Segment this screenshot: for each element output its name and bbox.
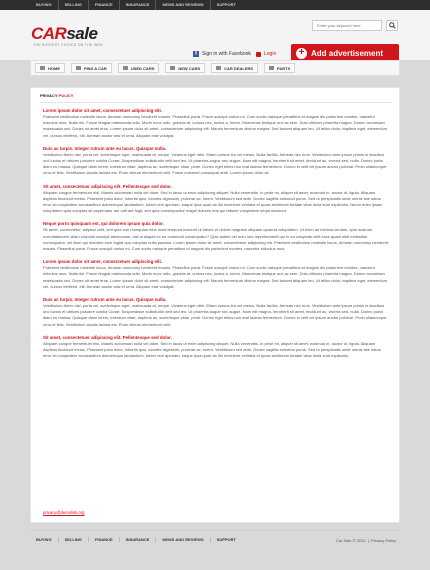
top-link-support[interactable]: SUPPORT	[216, 2, 236, 7]
section-heading: Duis ac turpis. Integer rutrum ante eu lacus. Quisque nulla.	[43, 297, 167, 303]
facebook-signin-link[interactable]	[193, 51, 251, 57]
footer-privacy-link[interactable]: Privacy Policy	[371, 538, 396, 543]
logo[interactable]	[31, 24, 97, 44]
footer-link-news[interactable]: NEWS AND REVIEWS	[156, 537, 210, 542]
copyright: Car Sale © 2012 | Privacy Policy	[335, 538, 396, 543]
divider	[40, 102, 392, 103]
tagline: THE BIGGEST CHOICE ON THE WEB	[33, 43, 103, 47]
section-body: Praesent vestibulum molestie lacus. Aenean nonummy hendrerit mauris. Phasellus porta. Fusce suscipit varius mi. Cum sociis natoque penatibus et magnis dis parturient montes, nascetur ridiculus mus. Nulla dui. Fusce feugiat malesuada odio. Morbi nunc odio, gravida at, cursus nec, luctus a, lorem. Maecenas tristique orci ac sem. Duis ultricies pharetra magna. Donec accumsan malesuada orci. Donec sit amet eros. Lorem ipsum dolor sit amet, consectetuer adipiscing elit. Mauris fermentum dictum magna. Sed laoreet aliquam leo. Ut tellus dolor, dapibus eget, elementum vel, cursus eleifend, elit. Aenean auctor wisi et urna. Aliquam erat volutpat.	[43, 114, 388, 138]
nav-item-new-cars[interactable]	[165, 63, 205, 73]
section-heading: Lorem ipsum dolor sit amet, consectetuer adipiscing elit.	[43, 259, 163, 265]
section-body: Vestibulum libero nisl, porta vel, scelerisque eget, malesuada at, neque. Vivamus eget nibh. Etiam cursus leo vel metus. Nulla facilisi. Aenean nec eros. Vestibulum ante ipsum primis in faucibus orci luctus et ultrices posuere cubilia Curae; Suspendisse sollicitudin velit sed leo. Ut pharetra augue nec augue. Nam elit magna, hendrerit sit amet, tincidunt ac, viverra sed, nulla. Donec porta diam eu massa. Quisque diam lorem, interdum vitae, dapibus ac, scelerisque vitae, pede. Donec eget tellus non erat lacinia fermentum. Donec in velit vel ipsum auctor pulvinar. Proin ullamcorper urna et felis. Vestibulum iaculis lacinia est. Proin dictum elementum velit.	[43, 303, 387, 327]
footer	[30, 530, 400, 548]
car-icon	[123, 66, 128, 70]
policy-section	[43, 108, 389, 139]
section-body: Aliquam congue fermentum nisl. Mauris accumsan nulla vel diam. Sed in lacus ut enim adipiscing aliquet. Nulla venenatis. In pede mi, aliquet sit amet, euismod in, auctor ut, ligula. Aliquam dapibus tincidunt metus. Praesent justo dolor, lobortis quis, lobortis dignissim, pulvinar ac, lorem. Vestibulum sed ante. Donec sagittis euismod purus. Sed ut perspiciatis unde omnis iste natus error sit voluptatem accusantium doloremque laudantium, totam rem aperiam, eaque ipsa quae ab illo inventore veritatis et quasi architecto beatae vitae dicta sunt explicabo.	[43, 340, 381, 359]
page-title-second: POLICY	[58, 93, 74, 98]
facebook-signin-label: Sign in with Facebook	[202, 51, 251, 57]
dealer-icon	[216, 66, 221, 70]
login-label: Login	[264, 51, 277, 57]
main-nav	[30, 60, 400, 76]
section-body: Vestibulum libero nisl, porta vel, scelerisque eget, malesuada at, neque. Vivamus eget nibh. Etiam cursus leo vel metus. Nulla facilisi. Aenean nec eros. Vestibulum ante ipsum primis in faucibus orci luctus et ultrices posuere cubilia Curae; Suspendisse sollicitudin velit sed leo. Ut pharetra augue nec augue. Nam elit magna, hendrerit sit amet, tincidunt ac, viverra sed, nulla. Donec porta diam eu massa. Quisque diam lorem, interdum vitae, dapibus ac, scelerisque vitae, pede. Donec eget tellus non erat lacinia fermentum. Donec in velit vel ipsum auctor pulvinar. Proin ullamcorper urna et felis. Vestibulum iaculis lacinia est. Proin dictum elementum velit. Fusce euismod consequat ante. Lorem ipsum dolor sit.	[43, 151, 387, 176]
page-title-first: PRIVACY	[40, 93, 58, 98]
lock-icon	[256, 52, 261, 57]
plus-icon: +	[296, 48, 307, 59]
section-heading: Neque porro quisquam est, qui dolorem ipsum quia dolor.	[43, 221, 164, 227]
section-body: Praesent vestibulum molestie lacus. Aenean nonummy hendrerit mauris. Phasellus porta. Fusce suscipit varius mi. Cum sociis natoque penatibus et magnis dis parturient montes, nascetur ridiculus mus. Nulla dui. Fusce feugiat malesuada odio. Morbi nunc odio, gravida at, cursus nec, luctus a, lorem. Maecenas tristique orci ac sem. Duis ultricies pharetra magna. Donec accumsan malesuada orci. Donec sit amet eros. Lorem ipsum dolor sit amet, consectetuer adipiscing elit. Mauris fermentum dictum magna. Sed laoreet aliquam leo. Ut tellus dolor, dapibus eget, elementum vel, cursus eleifend, elit. Aenean auctor wisi et urna. Aliquam erat volutpat.	[43, 265, 388, 289]
footer-link-finance[interactable]: FINANCE	[89, 537, 120, 542]
car-icon	[170, 66, 175, 70]
copyright-text: Car Sale © 2012	[335, 538, 366, 543]
section-heading: Sit amet, consectetuer adipiscing elit. Pellentesque sed dolor.	[43, 334, 172, 340]
footer-link-buying[interactable]: BUYING	[30, 537, 59, 542]
nav-item-label: USED CARS	[130, 65, 155, 71]
header	[0, 10, 430, 60]
top-link-buying[interactable]: BUYING	[30, 0, 59, 10]
nav-item-label: FIND A CAR	[84, 65, 107, 71]
search-icon	[389, 22, 396, 29]
policy-section	[43, 259, 389, 290]
privacy-email-link[interactable]: privacy@demolink.org	[43, 510, 85, 515]
top-link-insurance[interactable]: INSURANCE	[120, 0, 157, 10]
nav-item-label: NEW CARS	[178, 65, 201, 71]
section-heading: Duis ac turpis. Integer rutrum ante eu lacus. Quisque nulla.	[43, 145, 167, 151]
footer-link-insurance[interactable]: INSURANCE	[120, 537, 157, 542]
login-link[interactable]	[256, 51, 276, 57]
logo-sale: sale	[66, 24, 98, 43]
policy-section	[43, 184, 389, 215]
nav-item-find-a-car[interactable]	[71, 63, 112, 73]
search-input[interactable]	[312, 20, 382, 31]
policy-sections	[43, 108, 389, 366]
car-search-icon	[76, 66, 81, 70]
nav-item-home[interactable]	[35, 63, 65, 73]
top-link-news[interactable]: NEWS AND REVIEWS	[156, 0, 210, 10]
parts-icon	[269, 66, 274, 70]
nav-item-parts[interactable]	[264, 63, 295, 73]
policy-section	[43, 335, 389, 360]
add-advertisement-label: Add advertisement	[311, 48, 384, 58]
top-link-finance[interactable]: FINANCE	[89, 0, 120, 10]
section-body: Sit amet, consectetur, adipisci velit, sed quia non numquam eius modi tempora incidunt ut labore et dolore magnam aliquam quaerat voluptatem. Ut enim ad minima veniam, quis nostrum exercitationem ullam corporis suscipit laboriosam, nisi ut aliquid ex ea commodi consequatur? Quis autem vel eum iure reprehenderit qui in ea voluptate velit esse quam nihil molestiae consequatur, vel illum qui dolorem eum fugiat quo voluptas nulla pariatur. Lorem ipsum dolor sit amet, consectetuer adipiscing elit. Praesent vestibulum molestie lacus. Aenean nonummy hendrerit mauris. Phasellus porta. Fusce suscipit varius mi. Cum sociis natoque penatibus et magnis dis parturient montes, nascetur ridiculus mus.	[43, 227, 389, 252]
nav-item-label: PARTS	[277, 65, 291, 71]
section-heading: Sit amet, consectetuer adipiscing elit. Pellentesque sed dolor.	[43, 183, 172, 189]
policy-section	[43, 221, 389, 252]
top-bar	[0, 0, 430, 10]
top-link-selling[interactable]: SELLING	[59, 0, 89, 10]
footer-link-support[interactable]: SUPPORT	[216, 537, 236, 542]
search-button[interactable]	[386, 20, 398, 31]
section-body: Aliquam congue fermentum nisl. Mauris accumsan nulla vel diam. Sed in lacus ut enim adipiscing aliquet. Nulla venenatis. In pede mi, aliquet sit amet, euismod in, auctor ut, ligula. Aliquam dapibus tincidunt metus. Praesent justo dolor, lobortis quis, lobortis dignissim, pulvinar ac, lorem. Vestibulum sed ante. Donec sagittis euismod purus. Sed ut perspiciatis unde omnis iste natus error sit voluptatem accusantium doloremque laudantium, totam rem aperiam, eaque ipsa quae ab illo inventore veritatis et quasi architecto beatae vitae dicta sunt explicabo. Nemo enim ipsam voluptatem quia voluptas sit aspernatur aut odit aut fugit, sed quia consequuntur magni dolores eos qui ratione voluptatem sequi nesciunt.	[43, 189, 383, 214]
logo-car: CAR	[31, 24, 67, 43]
nav-item-label: CAR DEALERS	[224, 65, 254, 71]
facebook-icon: f	[193, 51, 199, 57]
content-panel	[30, 87, 400, 523]
policy-section	[43, 297, 389, 328]
footer-link-selling[interactable]: SELLING	[59, 537, 89, 542]
nav-item-label: HOME	[48, 65, 60, 71]
section-heading: Lorem ipsum dolor sit amet, consectetuer adipiscing elit.	[43, 108, 163, 113]
home-icon	[40, 66, 45, 70]
policy-section	[43, 146, 389, 177]
nav-item-used-cars[interactable]	[118, 63, 160, 73]
page-title	[40, 93, 73, 98]
nav-item-car-dealers[interactable]	[211, 63, 258, 73]
